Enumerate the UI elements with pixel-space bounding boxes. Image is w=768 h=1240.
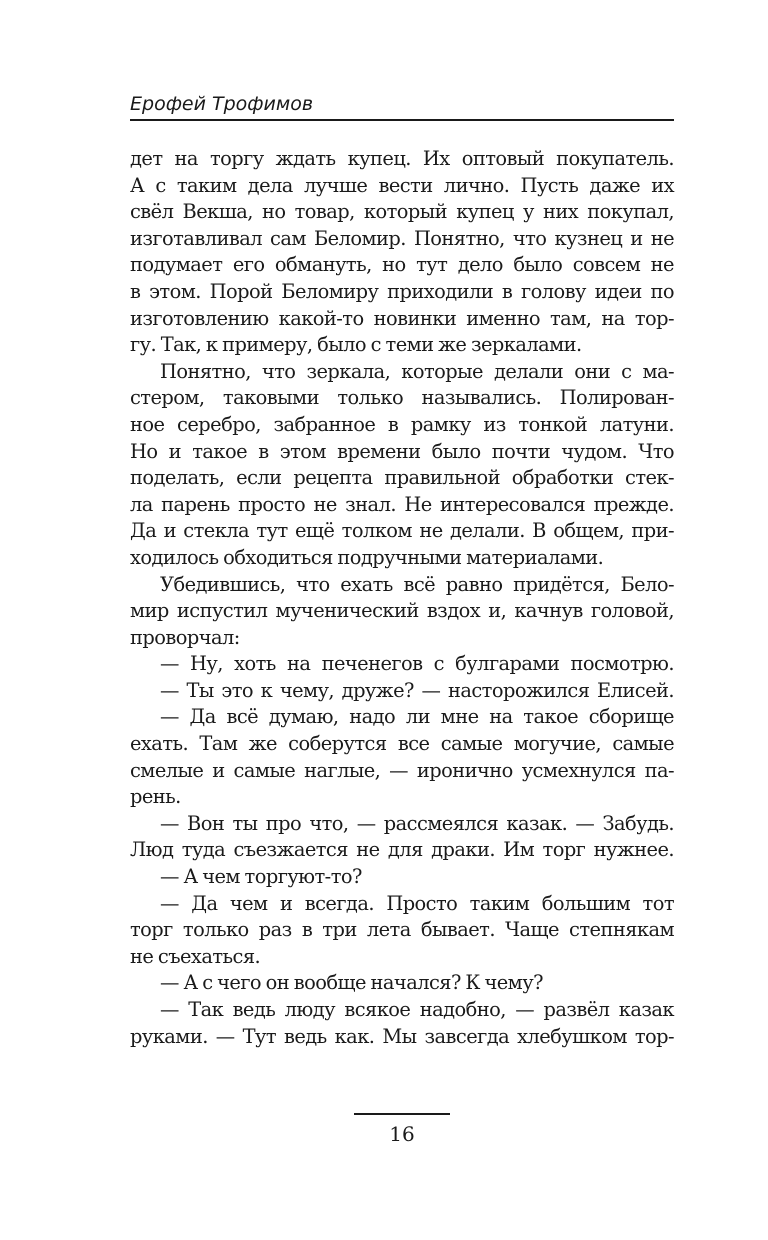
body-text bbox=[130, 146, 674, 1050]
text-line: изготавливал сам Беломир. Понятно, что кузнец и не bbox=[130, 226, 674, 250]
text-line: мир испустил мученический вздох и, качнув головой, bbox=[130, 599, 674, 623]
text-line: подумает его обмануть, но тут дело было совсем не bbox=[130, 253, 674, 277]
text-line: рень. bbox=[130, 785, 181, 809]
header-author: Ерофей Трофимов bbox=[130, 93, 314, 115]
text-line: Убедившись, что ехать всё равно придётся, Бело- bbox=[160, 572, 674, 596]
page-number: 16 bbox=[389, 1122, 415, 1146]
text-line: проворчал: bbox=[130, 625, 240, 649]
text-line: в этом. Порой Беломиру приходили в голову идеи по bbox=[130, 279, 674, 303]
running-header bbox=[130, 92, 674, 122]
text-line: ла парень просто не знал. Не интересовался прежде. bbox=[130, 492, 674, 516]
text-line: не съехаться. bbox=[130, 944, 261, 968]
text-line: изготовлению какой-то новинки именно там, на тор- bbox=[130, 306, 674, 330]
text-line: дет на торгу ждать купец. Их оптовый покупатель. bbox=[130, 147, 674, 170]
text-line: Понятно, что зеркала, которые делали они с ма- bbox=[160, 359, 674, 383]
text-line: торг только раз в три лета бывает. Чаще степнякам bbox=[130, 918, 674, 942]
text-line: свёл Векша, но товар, который купец у них покупал, bbox=[130, 200, 674, 224]
text-line: стером, таковыми только назывались. Полирован- bbox=[130, 386, 674, 410]
text-line: А с таким дела лучше вести лично. Пусть даже их bbox=[130, 173, 674, 197]
footer-rule bbox=[354, 1113, 450, 1115]
text-line: — Так ведь люду всякое надобно, — развёл казак bbox=[160, 998, 674, 1021]
text-line: — А чем торгуют-то? bbox=[160, 865, 362, 889]
header-rule bbox=[130, 119, 674, 121]
text-line: ехать. Там же соберутся все самые могучие, самые bbox=[130, 732, 674, 756]
text-line: — Вон ты про что, — рассмеялся казак. — Забудь. bbox=[160, 811, 674, 835]
text-line: Люд туда съезжается не для драки. Им торг нужнее. bbox=[130, 838, 674, 862]
text-line: руками. — Тут ведь как. Мы завсегда хлебушком тор- bbox=[130, 1024, 674, 1048]
text-line: Но и такое в этом времени было почти чудом. Что bbox=[130, 439, 674, 463]
text-line: — Ну, хоть на печенегов с булгарами посмотрю. bbox=[160, 652, 674, 676]
text-line: смелые и самые наглые, — иронично усмехнулся па- bbox=[130, 758, 674, 782]
text-line: Да и стекла тут ещё толком не делали. В общем, при- bbox=[130, 519, 674, 543]
text-line: — Да всё думаю, надо ли мне на такое сборище bbox=[160, 705, 674, 729]
text-line: — Ты это к чему, друже? — насторожился Елисей. bbox=[160, 678, 674, 702]
text-line: ное серебро, забранное в рамку из тонкой латуни. bbox=[130, 412, 674, 436]
text-line: — А с чего он вообще начался? К чему? bbox=[160, 971, 543, 995]
text-line: — Да чем и всегда. Просто таким большим тот bbox=[160, 891, 674, 915]
text-line: поделать, если рецепта правильной обработки стек- bbox=[130, 466, 674, 490]
text-line: гу. Так, к примеру, было с теми же зеркалами. bbox=[130, 333, 582, 357]
text-line: ходилось обходиться подручными материалами. bbox=[130, 545, 604, 569]
